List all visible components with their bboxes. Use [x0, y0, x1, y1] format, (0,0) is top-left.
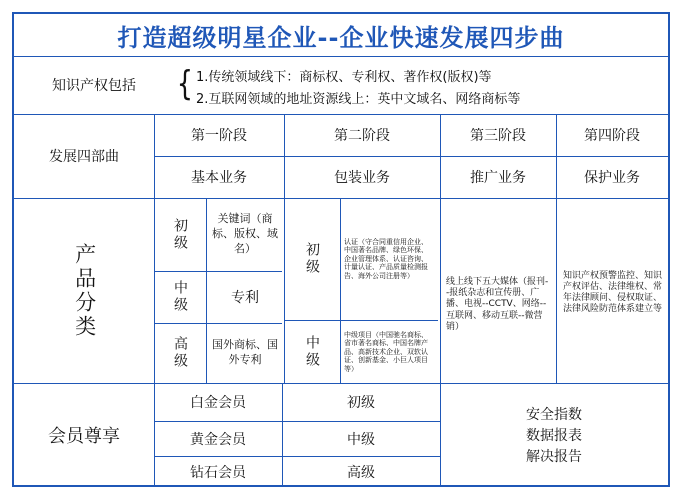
stage4-items: 知识产权预警监控、知识产权评估、法律维权、常年法律顾问、侵权取证、法律风险防范体系建立等 [563, 270, 663, 315]
product-level-middle: 中级 [172, 280, 188, 314]
stage2-basic-items: 认证（守合同重信用企业、中国著名品牌、绿色环保、企业管理体系、认证咨询、计量认证、产品质量检测报告、海外公司注册等） [344, 238, 428, 280]
page-title: 打造超级明星企业--企业快速发展四步曲 [117, 23, 565, 52]
member-benefit-1: 安全指数 [526, 407, 582, 423]
product-label: 产品分类 [72, 242, 97, 339]
member-level-platinum: 白金会员 [190, 395, 246, 411]
product-level-advanced: 高级 [172, 336, 188, 370]
member-level-gold: 黄金会员 [190, 431, 246, 448]
member-benefit-3: 解决报告 [526, 449, 582, 465]
stage-3: 第三阶段 [470, 128, 526, 144]
stage2-basic-level: 初级 [304, 242, 320, 276]
member-grade-middle: 中级 [347, 431, 375, 448]
product-level-basic: 初级 [172, 217, 188, 252]
stage-4: 第四阶段 [584, 128, 640, 144]
member-grade-advanced: 高级 [347, 464, 375, 481]
ip-line-2: 2.互联网领域的地址资源线上：英中文域名、网络商标等 [196, 91, 521, 107]
development-label: 发展四部曲 [49, 149, 119, 165]
stage1-advanced-items: 国外商标、国外专利 [212, 338, 278, 366]
ip-line-1: 1.传统领域线下：商标权、专利权、著作权(版权)等 [196, 69, 492, 85]
business-3: 推广业务 [470, 170, 526, 186]
stage1-basic-items: 关键词（商标、版权、域名） [212, 212, 278, 255]
stage-2: 第二阶段 [334, 128, 390, 144]
business-2: 包装业务 [334, 170, 390, 186]
member-label: 会员尊享 [48, 426, 120, 447]
stage3-items: 线上线下五大媒体（报刊--报纸杂志和宣传册、广播、电视--CCTV、网络--互联网、移动互联--微营销） [446, 276, 549, 332]
member-level-diamond: 钻石会员 [190, 464, 246, 481]
member-benefit-2: 数据报表 [526, 428, 582, 444]
business-4: 保护业务 [584, 170, 640, 186]
stage2-middle-level: 中级 [304, 334, 320, 369]
stage1-middle-items: 专利 [231, 290, 259, 306]
stage-1: 第一阶段 [191, 128, 247, 144]
divider [340, 198, 341, 383]
ip-label: 知识产权包括 [52, 78, 136, 94]
stage2-middle-items: 中级项目（中国驰名商标、省市著名商标、中国名牌产品、高新技术企业、双软认证、创新基金、小巨人项目等） [344, 331, 428, 373]
member-grade-basic: 初级 [347, 395, 375, 411]
business-1: 基本业务 [191, 170, 247, 186]
brace-icon: { [176, 64, 193, 104]
